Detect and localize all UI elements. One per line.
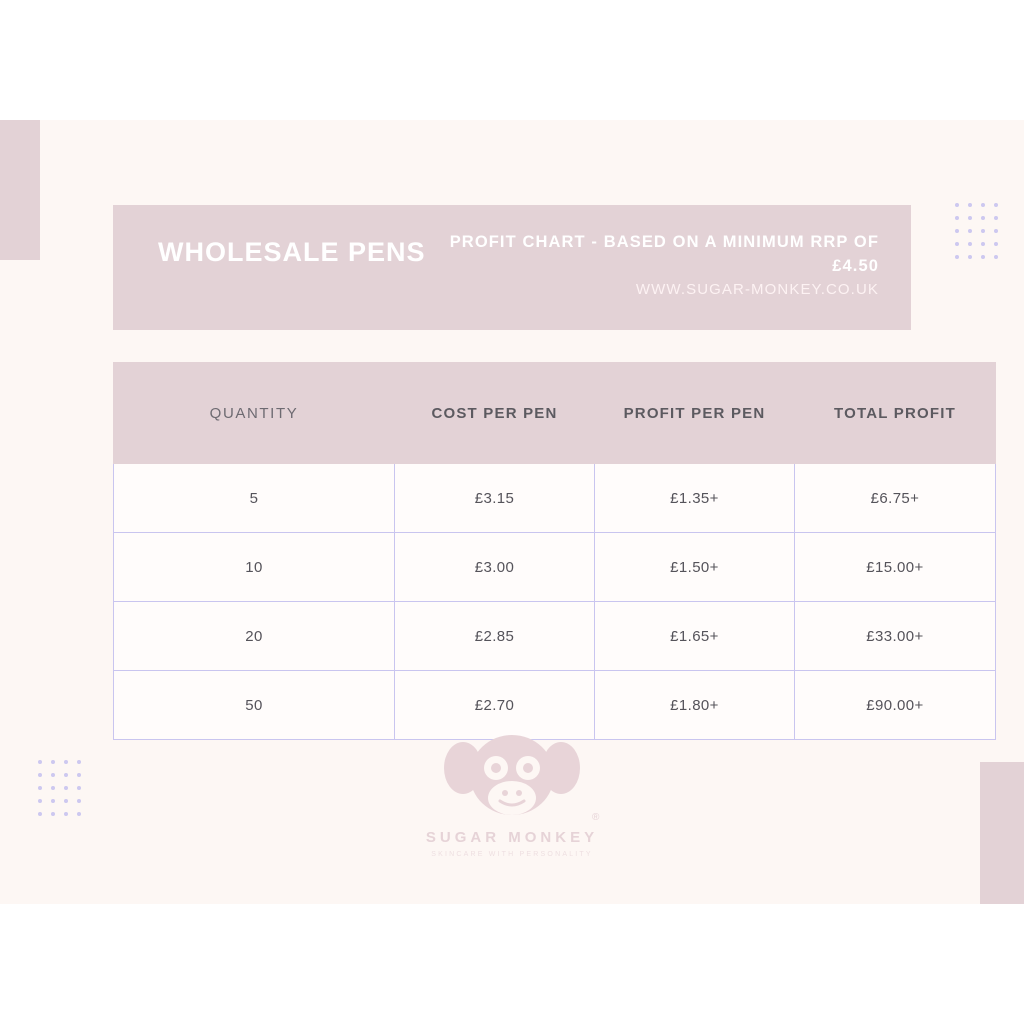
cell-total: £15.00+ [795,533,996,602]
header-website: WWW.SUGAR-MONKEY.CO.UK [635,280,879,298]
cell-profit: £1.65+ [595,602,795,671]
table-row [114,464,996,533]
header-banner [113,205,911,330]
cell-cost: £3.00 [395,533,595,602]
column-header-profit-per-pen: PROFIT PER PEN [595,363,795,464]
column-header-total-profit: TOTAL PROFIT [795,363,996,464]
brand-logo [0,735,1024,858]
monkey-icon [442,735,582,827]
profit-table [113,362,996,740]
cell-quantity: 5 [114,464,395,533]
cell-quantity: 20 [114,602,395,671]
decorative-block-left [0,120,40,260]
cell-cost: £3.15 [395,464,595,533]
table-header-row [114,363,996,464]
cell-cost: £2.85 [395,602,595,671]
logo-name: SUGAR MONKEY [425,829,599,846]
column-header-cost-per-pen: COST PER PEN [395,363,595,464]
cell-total: £33.00+ [795,602,996,671]
cell-quantity: 10 [114,533,395,602]
column-header-quantity: QUANTITY [114,363,395,464]
cell-total: £6.75+ [795,464,996,533]
page-title: WHOLESALE PENS [158,237,426,267]
cell-quantity: 50 [114,671,395,740]
registered-mark: ® [592,812,600,823]
table-row [114,671,996,740]
header-details [449,231,879,301]
cell-profit: £1.35+ [595,464,795,533]
cell-total: £90.00+ [795,671,996,740]
cell-cost: £2.70 [395,671,595,740]
cell-profit: £1.80+ [595,671,795,740]
logo-tagline: SKINCARE WITH PERSONALITY [431,851,593,858]
table-row [114,602,996,671]
decorative-dots-top-right [955,203,998,259]
cell-profit: £1.50+ [595,533,795,602]
header-subtitle: PROFIT CHART - BASED ON A MINIMUM RRP OF £4.50 [449,233,879,275]
table-row [114,533,996,602]
